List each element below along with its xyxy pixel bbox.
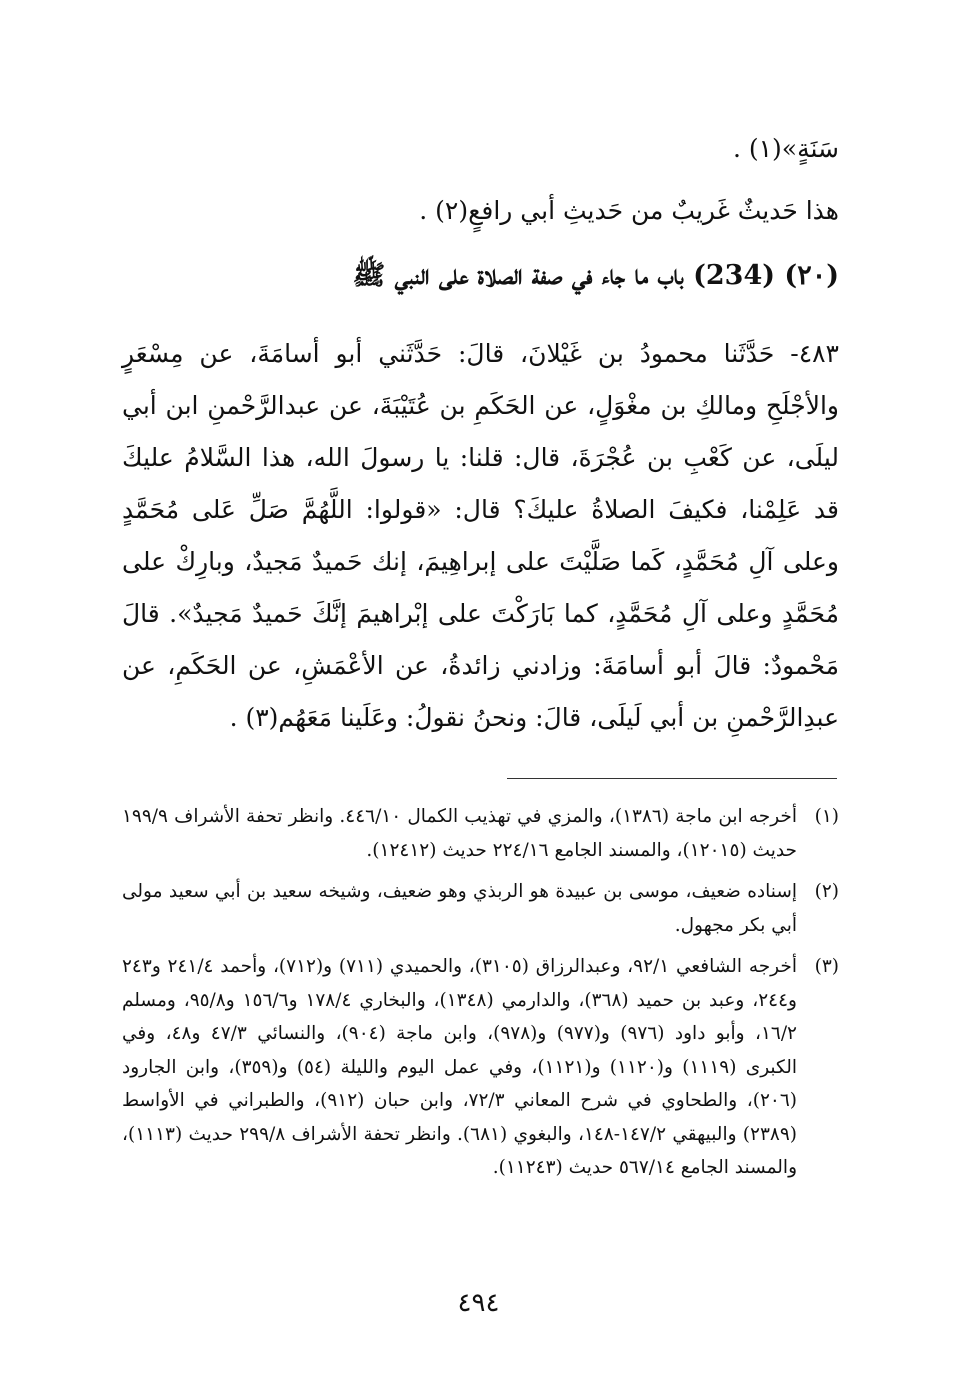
hadith-body (122, 328, 839, 744)
section-heading: (٢٠) (234) باب ما جاء في صفة الصلاة على النبي ﷺ (352, 260, 839, 291)
footnote-divider (507, 778, 837, 779)
footnotes (122, 800, 839, 1193)
footnote (122, 950, 839, 1185)
hadith-grading-line: هذا حَديثٌ غَريبٌ من حَديثِ أبي رافعٍ(٢) . (419, 196, 839, 225)
footnote-text: أخرجه الشافعي ٩٢/١، وعبدالرزاق (٣١٠٥)، والحميدي (٧١١) و(٧١٢)، وأحمد ٢٤١/٤ و٢٤٣ و٢٤٤، وعبد بن حميد (٣٦٨)، والدارمي (١٣٤٨)، والبخاري ١٧٨/٤ و١٥٦/٦ و٩٥/٨، ومسلم ١٦/٢، وأبو داود (٩٧٦) و(٩٧٧) و(٩٧٨)، وابن ماجة (٩٠٤)، والنسائي ٤٧/٣ و٤٨، وفي الكبرى (١١١٩) و(١١٢٠) و(١١٢١)، وفي عمل اليوم والليلة (٥٤) و(٣٥٩)، وابن الجارود (٢٠٦)، والطحاوي في شرح المعاني ٧٢/٣، وابن حبان (٩١٢)، والطبراني في الأواسط (٢٣٨٩) والبيهقي ١٤٧/٢-١٤٨، والبغوي (٦٨١). وانظر تحفة الأشراف ٢٩٩/٨ حديث (١١١٣)، والمسند الجامع ٥٦٧/١٤ حديث (١١٢٤٣). (122, 956, 797, 1178)
page-number: ٤٩٤ (457, 1288, 500, 1318)
hadith-text: ٤٨٣- حَدَّثَنا محمودُ بن غَيْلانَ، قالَ: حَدَّثَني أبو أسامَةَ، عن مِسْعَرٍ والأجْلَحِ ومالكِ بن مغْوَلٍ، عن الحَكَمِ بن عُتَيْبَةَ، عن عبدالرَّحْمنِ ابن أبي ليلَى، عن كَعْبِ بن عُجْرَةَ، قال: قلنا: يا رسولَ الله، هذا السَّلامُ عليكَ قد عَلِمْنا، فكيفَ الصلاةُ عليكَ؟ قال: «قولوا: اللَّهُمَّ صَلِّ عَلى مُحَمَّدٍ وعلى آلِ مُحَمَّدٍ، كَما صَلَّيْتَ على إبراهِيمَ، إنك حَميدٌ مَجيدٌ، وبارِكْ على مُحَمَّدٍ وعلى آلِ مُحَمَّدٍ، كما بَارَكْتَ على إبْراهيمَ إنَّكَ حَميدٌ مَجيدٌ». قالَ مَحْمودٌ: قالَ أبو أسامَةَ: وزادني زائدةُ، عن الأعْمَشِ، عن الحَكَمِ، عن عبدِالرَّحْمنِ بن أبي لَيلَى، قالَ: ونحنُ نقولُ: وعَلَينا مَعَهُم(٣) . (122, 339, 839, 732)
footnote (122, 800, 839, 867)
footnote-number: (٢) (814, 881, 839, 902)
footnote-number: (١) (814, 806, 839, 827)
footnote-number: (٣) (814, 956, 839, 977)
footnote (122, 875, 839, 942)
footnote-text: أخرجه ابن ماجة (١٣٨٦)، والمزي في تهذيب الكمال ٤٤٦/١٠. وانظر تحفة الأشراف ١٩٩/٩ حديث (١٢٠١٥)، والمسند الجامع ٢٢٤/١٦ حديث (١٢٤١٢). (122, 806, 797, 861)
continuation-line: سَنَةٍ»(١) . (732, 134, 839, 163)
footnote-text: إسناده ضعيف، موسى بن عبيدة هو الربذي وهو ضعيف، وشيخه سعيد بن أبي سعيد مولى أبي بكر مجهول. (122, 881, 797, 936)
